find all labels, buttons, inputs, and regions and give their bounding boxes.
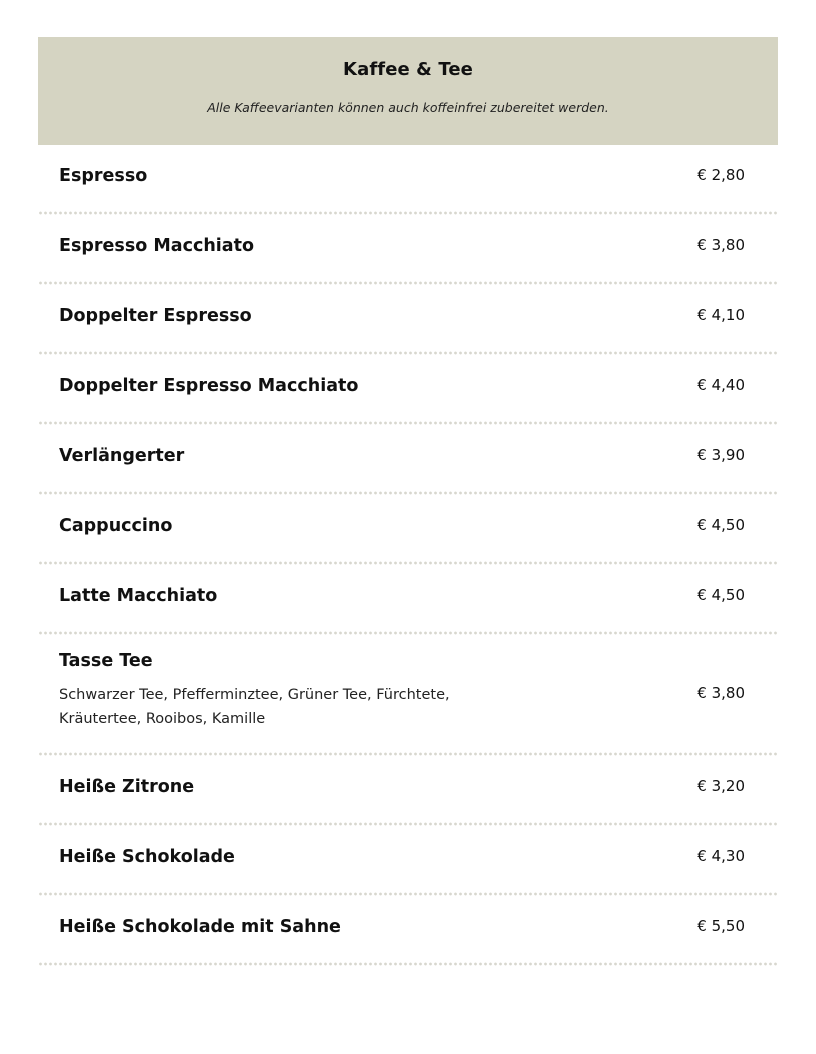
item-price: € 4,30 <box>697 847 745 865</box>
menu-item <box>38 425 778 495</box>
item-price: € 4,10 <box>697 306 745 324</box>
item-name: Tasse Tee <box>59 651 153 671</box>
menu-item <box>38 565 778 635</box>
item-name: Verlängerter <box>59 446 185 466</box>
section-header <box>38 37 778 145</box>
item-price: € 4,50 <box>697 586 745 604</box>
menu-item <box>38 215 778 285</box>
menu-item <box>38 355 778 425</box>
item-price: € 5,50 <box>697 917 745 935</box>
menu-section <box>38 37 778 966</box>
item-price: € 3,90 <box>697 446 745 464</box>
item-price: € 3,80 <box>697 684 745 702</box>
item-price: € 2,80 <box>697 166 745 184</box>
item-price: € 4,40 <box>697 376 745 394</box>
section-note: Alle Kaffeevarianten können auch koffeinfrei zubereitet werden. <box>207 100 609 115</box>
menu-item <box>38 495 778 565</box>
menu-item-list <box>38 145 778 966</box>
section-title: Kaffee & Tee <box>343 59 473 80</box>
item-name: Latte Macchiato <box>59 586 218 606</box>
item-name: Heiße Schokolade mit Sahne <box>59 917 341 937</box>
item-name: Heiße Schokolade <box>59 847 235 867</box>
menu-item <box>38 756 778 826</box>
item-name: Cappuccino <box>59 516 173 536</box>
item-name: Heiße Zitrone <box>59 777 195 797</box>
item-name: Doppelter Espresso <box>59 306 252 326</box>
menu-item <box>38 826 778 896</box>
menu-item <box>38 145 778 215</box>
item-name: Espresso Macchiato <box>59 236 254 256</box>
item-price: € 3,20 <box>697 777 745 795</box>
item-description: Schwarzer Tee, Pfefferminztee, Grüner Tee, Fürchtete, Kräutertee, Rooibos, Kamille <box>59 687 450 727</box>
menu-item <box>38 896 778 966</box>
item-name: Espresso <box>59 166 148 186</box>
item-price: € 4,50 <box>697 516 745 534</box>
menu-item <box>38 285 778 355</box>
item-price: € 3,80 <box>697 236 745 254</box>
item-name: Doppelter Espresso Macchiato <box>59 376 359 396</box>
menu-item <box>38 635 778 756</box>
